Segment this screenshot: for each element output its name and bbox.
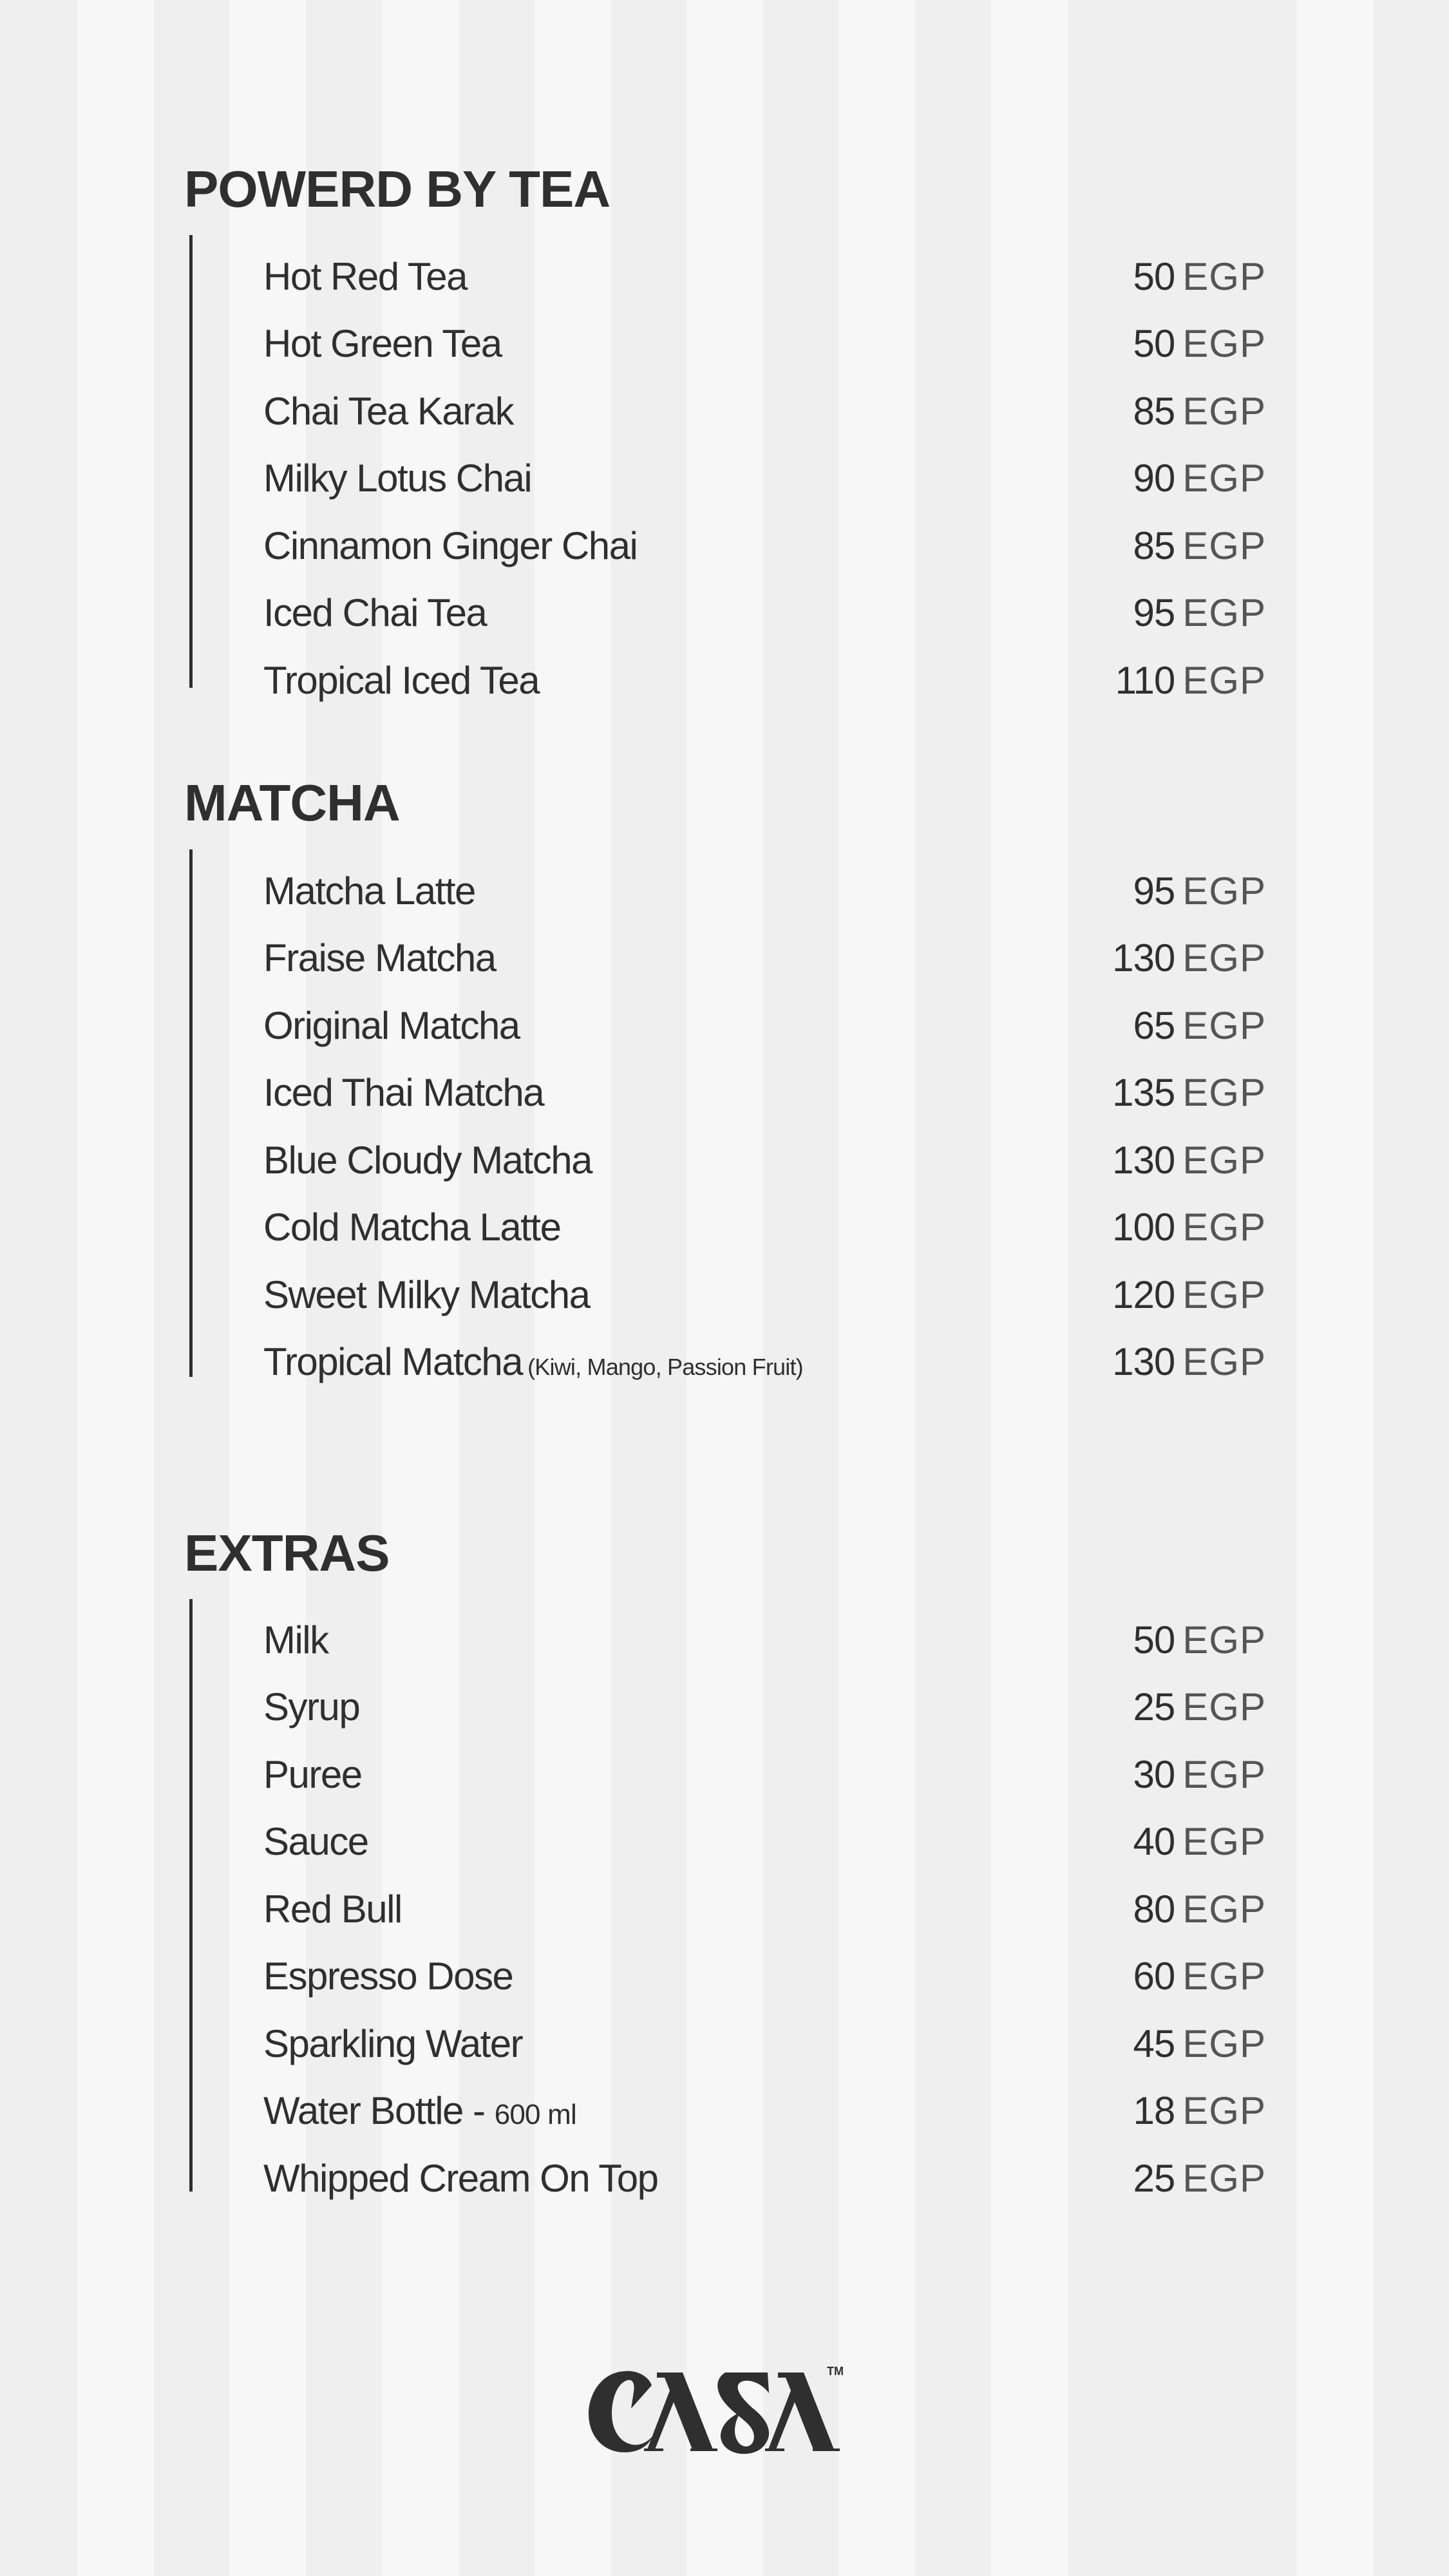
price-currency: EGP	[1182, 1273, 1266, 1316]
item-name: Iced Thai Matcha	[263, 1071, 544, 1114]
item-name: Matcha Latte	[263, 869, 475, 913]
item-price	[1112, 1205, 1266, 1249]
item-name: Whipped Cream On Top	[263, 2156, 658, 2200]
item-price	[1133, 1618, 1266, 1662]
item-price	[1133, 1887, 1266, 1931]
section-divider-bar	[189, 1599, 193, 2192]
item-name: Iced Chai Tea	[263, 591, 487, 634]
price-currency: EGP	[1182, 1752, 1266, 1796]
item-price	[1133, 389, 1266, 433]
price-currency: EGP	[1182, 389, 1266, 433]
item-name: Milk	[263, 1618, 328, 1662]
menu-item	[263, 1194, 1266, 1261]
price-currency: EGP	[1182, 658, 1266, 702]
price-value: 25	[1133, 1685, 1175, 1728]
price-currency: EGP	[1182, 1820, 1266, 1863]
item-price	[1133, 591, 1266, 635]
item-price	[1133, 2156, 1266, 2201]
price-value: 40	[1133, 1820, 1175, 1863]
price-value: 130	[1112, 1340, 1175, 1383]
item-name: Water Bottle - 600 ml	[263, 2089, 576, 2132]
item-price	[1133, 321, 1266, 366]
item-price	[1133, 254, 1266, 299]
item-price	[1133, 869, 1266, 913]
item-price	[1133, 2022, 1266, 2066]
section-divider-bar	[189, 849, 193, 1377]
item-note: 600 ml	[494, 2099, 576, 2130]
item-price	[1112, 1273, 1266, 1317]
price-currency: EGP	[1182, 2022, 1266, 2065]
menu-item	[263, 512, 1266, 579]
item-name: Puree	[263, 1752, 362, 1796]
price-currency: EGP	[1182, 1955, 1266, 1998]
price-value: 45	[1133, 2022, 1175, 2065]
menu-item	[263, 445, 1266, 512]
menu-item	[263, 2078, 1266, 2145]
menu-item	[263, 377, 1266, 444]
price-value: 130	[1112, 936, 1175, 980]
menu-item	[263, 1943, 1266, 2010]
price-currency: EGP	[1182, 254, 1266, 298]
price-value: 80	[1133, 1887, 1175, 1931]
menu-item	[263, 1875, 1266, 1942]
item-name: Sparkling Water	[263, 2022, 523, 2065]
price-value: 110	[1115, 658, 1175, 702]
menu-item	[263, 580, 1266, 647]
price-value: 95	[1133, 869, 1175, 913]
item-name: Cold Matcha Latte	[263, 1206, 561, 1249]
item-name: Tropical Matcha (Kiwi, Mango, Passion Fruit)	[263, 1340, 803, 1383]
price-currency: EGP	[1182, 869, 1266, 913]
item-price	[1133, 1954, 1266, 1998]
price-currency: EGP	[1182, 1618, 1266, 1662]
section-divider-bar	[189, 235, 193, 688]
menu-item	[263, 1329, 1266, 1396]
item-price	[1133, 2088, 1266, 2133]
price-value: 95	[1133, 591, 1175, 634]
price-value: 60	[1133, 1955, 1175, 1998]
background-stripe	[1296, 0, 1373, 2576]
price-currency: EGP	[1182, 457, 1266, 500]
item-name: Sauce	[263, 1820, 368, 1863]
menu-item	[263, 1674, 1266, 1741]
price-currency: EGP	[1182, 1138, 1266, 1182]
menu-item	[263, 2145, 1266, 2211]
background-stripe	[77, 0, 154, 2576]
menu-item	[263, 1261, 1266, 1328]
item-name: Sweet Milky Matcha	[263, 1273, 590, 1316]
item-name: Fraise Matcha	[263, 936, 496, 980]
price-value: 120	[1112, 1273, 1175, 1316]
section-title: MATCHA	[184, 774, 400, 831]
price-value: 85	[1133, 389, 1175, 433]
item-name: Blue Cloudy Matcha	[263, 1138, 592, 1182]
item-price	[1133, 1685, 1266, 1729]
item-name: Chai Tea Karak	[263, 389, 514, 433]
price-currency: EGP	[1182, 1003, 1266, 1047]
price-currency: EGP	[1182, 322, 1266, 365]
price-currency: EGP	[1182, 1071, 1266, 1114]
price-value: 30	[1133, 1752, 1175, 1796]
price-value: 100	[1112, 1206, 1175, 1249]
menu-item	[263, 925, 1266, 992]
price-value: 90	[1133, 457, 1175, 500]
price-value: 18	[1133, 2089, 1175, 2132]
price-currency: EGP	[1182, 1685, 1266, 1728]
menu-item	[263, 310, 1266, 377]
price-currency: EGP	[1182, 2089, 1266, 2132]
menu-item	[263, 647, 1266, 714]
menu-item	[263, 1741, 1266, 1808]
item-name: Hot Red Tea	[263, 254, 467, 298]
item-price	[1112, 936, 1266, 980]
price-value: 50	[1133, 254, 1175, 298]
item-name: Red Bull	[263, 1887, 402, 1931]
item-name: Milky Lotus Chai	[263, 457, 532, 500]
price-currency: EGP	[1182, 936, 1266, 980]
price-value: 135	[1112, 1071, 1175, 1114]
price-value: 25	[1133, 2156, 1175, 2200]
item-price	[1133, 524, 1266, 568]
item-name: Hot Green Tea	[263, 322, 502, 365]
menu-item	[263, 1059, 1266, 1126]
menu-item	[263, 992, 1266, 1059]
menu-item	[263, 1808, 1266, 1875]
menu-item	[263, 243, 1266, 310]
item-name: Espresso Dose	[263, 1955, 513, 1998]
section-title: POWERD BY TEA	[184, 160, 611, 218]
item-name: Cinnamon Ginger Chai	[263, 524, 638, 567]
trademark-symbol: TM	[827, 2365, 844, 2378]
price-currency: EGP	[1182, 2156, 1266, 2200]
casa-logo-icon	[587, 2363, 864, 2460]
item-price	[1115, 658, 1266, 703]
section-title: EXTRAS	[184, 1524, 390, 1582]
price-currency: EGP	[1182, 524, 1266, 567]
price-currency: EGP	[1182, 1340, 1266, 1383]
item-price	[1133, 1819, 1266, 1864]
item-price	[1112, 1138, 1266, 1182]
item-price	[1133, 1003, 1266, 1048]
item-price	[1133, 456, 1266, 500]
price-value: 130	[1112, 1138, 1175, 1182]
price-value: 50	[1133, 322, 1175, 365]
item-name: Tropical Iced Tea	[263, 658, 540, 702]
item-price	[1133, 1752, 1266, 1797]
item-name: Syrup	[263, 1685, 360, 1728]
item-note: (Kiwi, Mango, Passion Fruit)	[527, 1354, 803, 1380]
price-currency: EGP	[1182, 1206, 1266, 1249]
menu-item	[263, 1126, 1266, 1193]
menu-item	[263, 857, 1266, 924]
item-price	[1112, 1070, 1266, 1115]
menu-item	[263, 1606, 1266, 1673]
price-currency: EGP	[1182, 1887, 1266, 1931]
menu-item	[263, 2010, 1266, 2077]
price-currency: EGP	[1182, 591, 1266, 634]
price-value: 85	[1133, 524, 1175, 567]
item-price	[1112, 1340, 1266, 1384]
price-value: 65	[1133, 1003, 1175, 1047]
price-value: 50	[1133, 1618, 1175, 1662]
item-name: Original Matcha	[263, 1003, 520, 1047]
